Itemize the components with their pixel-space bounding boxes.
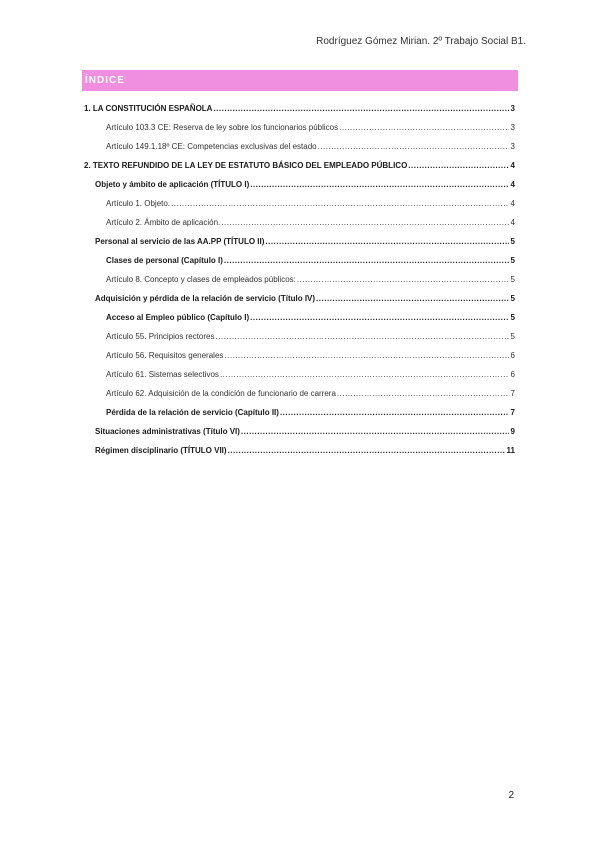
toc-entry[interactable] bbox=[82, 94, 515, 113]
toc-leader-dots bbox=[408, 161, 508, 170]
toc-entry-title: Artículo 55. Principios rectores bbox=[106, 332, 215, 341]
page-header: Rodríguez Gómez Mirian. 2º Trabajo Social B1. bbox=[316, 36, 526, 47]
toc-entry[interactable] bbox=[82, 341, 515, 360]
toc-entry-title: Situaciones administrativas (Título VI) bbox=[95, 427, 240, 436]
toc-leader-dots bbox=[241, 427, 509, 436]
page-number: 2 bbox=[508, 790, 514, 801]
toc-entry[interactable] bbox=[82, 132, 515, 151]
toc-leader-dots bbox=[228, 446, 505, 455]
toc-leader-dots bbox=[337, 389, 509, 398]
toc-entry[interactable] bbox=[82, 246, 515, 265]
toc-entry[interactable] bbox=[82, 151, 515, 170]
toc-entry[interactable] bbox=[82, 379, 515, 398]
toc-entry-page: 4 bbox=[510, 218, 515, 227]
toc-entry-page: 3 bbox=[510, 123, 515, 132]
toc-entry-page: 5 bbox=[510, 313, 515, 322]
toc-entry[interactable] bbox=[82, 170, 515, 189]
toc-entry-page: 5 bbox=[510, 256, 515, 265]
toc-entry-title: Adquisición y pérdida de la relación de servicio (Título IV) bbox=[95, 294, 316, 303]
toc-entry[interactable] bbox=[82, 398, 515, 417]
toc-entry-title: Acceso al Empleo público (Capítulo I) bbox=[106, 313, 250, 322]
toc-leader-dots bbox=[224, 351, 508, 360]
toc-entry-page: 3 bbox=[510, 142, 515, 151]
toc-heading: ÍNDICE bbox=[85, 75, 125, 86]
toc-leader-dots bbox=[216, 332, 509, 341]
toc-entry-title: Artículo 103.3 CE: Reserva de ley sobre los funcionarios públicos bbox=[106, 123, 339, 132]
toc-entry-title: Régimen disciplinario (TÍTULO VII) bbox=[95, 446, 227, 455]
toc-entry-title: Artículo 56. Requisitos generales bbox=[106, 351, 224, 360]
toc-entry[interactable] bbox=[82, 303, 515, 322]
toc-entry-page: 4 bbox=[510, 180, 515, 189]
toc-entry-page: 6 bbox=[510, 351, 515, 360]
toc-entry-title: Artículo 2. Ámbito de aplicación. bbox=[106, 218, 221, 227]
toc-entry[interactable] bbox=[82, 436, 515, 455]
toc-entry-title: Objeto y ámbito de aplicación (TÍTULO I) bbox=[95, 180, 250, 189]
toc-entry[interactable] bbox=[82, 208, 515, 227]
toc-entry-title: 1. LA CONSTITUCIÓN ESPAÑOLA bbox=[84, 104, 213, 113]
toc-entry-title: Personal al servicio de las AA.PP (TÍTULO II) bbox=[95, 237, 265, 246]
toc-entry-page: 4 bbox=[510, 161, 515, 170]
toc-leader-dots bbox=[250, 180, 508, 189]
toc-entry-page: 3 bbox=[510, 104, 515, 113]
toc-entry-title: Artículo 8. Concepto y clases de empleados públicos: bbox=[106, 275, 296, 284]
toc-entry-title: 2. TEXTO REFUNDIDO DE LA LEY DE ESTATUTO BÁSICO DEL EMPLEADO PÚBLICO bbox=[84, 161, 408, 170]
toc-leader-dots bbox=[224, 256, 509, 265]
toc-entry-page: 6 bbox=[510, 370, 515, 379]
toc-leader-dots bbox=[265, 237, 508, 246]
toc-entry-page: 5 bbox=[510, 294, 515, 303]
toc-leader-dots bbox=[318, 142, 509, 151]
toc-leader-dots bbox=[297, 275, 509, 284]
toc-entry-title: Clases de personal (Capítulo I) bbox=[106, 256, 223, 265]
toc-entry-title: Artículo 62. Adquisición de la condición de funcionario de carrera bbox=[106, 389, 336, 398]
toc-entry-page: 5 bbox=[510, 237, 515, 246]
toc-entry[interactable] bbox=[82, 360, 515, 379]
toc-leader-dots bbox=[171, 199, 509, 208]
toc-leader-dots bbox=[316, 294, 509, 303]
toc-leader-dots bbox=[213, 104, 508, 113]
toc-entry-title: Artículo 61. Sistemas selectivos bbox=[106, 370, 219, 379]
toc-entry[interactable] bbox=[82, 227, 515, 246]
toc-entry-title: Artículo 149.1.18º CE: Competencias exclusivas del estado bbox=[106, 142, 317, 151]
toc-entry-page: 5 bbox=[510, 275, 515, 284]
toc-entry-page: 7 bbox=[510, 408, 515, 417]
toc-entry[interactable] bbox=[82, 189, 515, 208]
toc-entry[interactable] bbox=[82, 265, 515, 284]
toc-entry-page: 7 bbox=[510, 389, 515, 398]
toc-entry-title: Artículo 1. Objeto. bbox=[106, 199, 171, 208]
toc-entry-page: 5 bbox=[510, 332, 515, 341]
toc-entry-page: 9 bbox=[510, 427, 515, 436]
toc-leader-dots bbox=[280, 408, 509, 417]
toc-entry-page: 4 bbox=[510, 199, 515, 208]
toc-leader-dots bbox=[339, 123, 508, 132]
toc-leader-dots bbox=[221, 218, 508, 227]
toc-leader-dots bbox=[220, 370, 509, 379]
toc-entry[interactable] bbox=[82, 322, 515, 341]
toc-leader-dots bbox=[250, 313, 508, 322]
toc-entry[interactable] bbox=[82, 113, 515, 132]
toc-entry-title: Pérdida de la relación de servicio (Capítulo II) bbox=[106, 408, 279, 417]
table-of-contents bbox=[82, 94, 515, 455]
toc-entry-page: 11 bbox=[506, 446, 515, 455]
toc-entry[interactable] bbox=[82, 284, 515, 303]
toc-heading-banner bbox=[82, 70, 518, 91]
toc-entry[interactable] bbox=[82, 417, 515, 436]
